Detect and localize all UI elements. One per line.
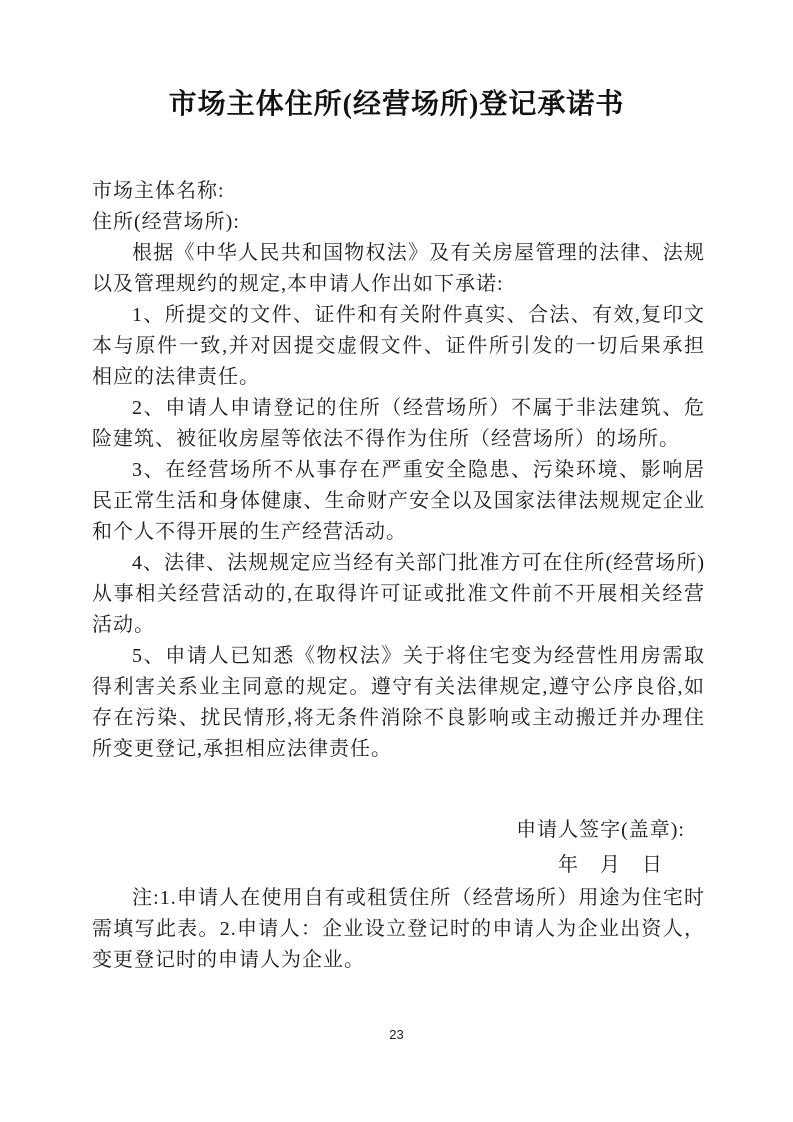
date-line: 年 月 日 [558, 854, 663, 876]
commitment-item-2: 2、申请人申请登记的住所（经营场所）不属于非法建筑、危险建筑、被征收房屋等依法不得作为住所（经营场所）的场所。 [92, 397, 705, 450]
intro-paragraph: 根据《中华人民共和国物权法》及有关房屋管理的法律、法规以及管理规约的规定,本申请人作出如下承诺: [92, 242, 705, 295]
page-number: 23 [389, 1027, 404, 1042]
commitment-item-1: 1、所提交的文件、证件和有关附件真实、合法、有效,复印文本与原件一致,并对因提交虚假文件、证件所引发的一切后果承担相应的法律责任。 [92, 304, 705, 388]
note-paragraph: 注:1.申请人在使用自有或租赁住所（经营场所）用途为住宅时需填写此表。2.申请人：企业设立登记时的申请人为企业出资人，变更登记时的申请人为企业。 [92, 887, 705, 971]
commitment-item-3: 3、在经营场所不从事存在严重安全隐患、污染环境、影响居民正常生活和身体健康、生命财产安全以及国家法律法规规定企业和个人不得开展的生产经营活动。 [92, 459, 705, 543]
commitment-item-5: 5、申请人已知悉《物权法》关于将住宅变为经营性用房需取得利害关系业主同意的规定。遵守有关法律规定,遵守公序良俗,如存在污染、扰民情形,将无条件消除不良影响或主动搬迁并办理住所变更登记,承担相应法律责任。 [92, 645, 705, 760]
field-address-label: 住所(经营场所): [92, 211, 240, 233]
signature-label: 申请人签字(盖章): [516, 819, 685, 841]
field-entity-name-label: 市场主体名称: [92, 180, 225, 202]
document-body [92, 176, 705, 976]
commitment-item-4: 4、法律、法规规定应当经有关部门批准方可在住所(经营场所)从事相关经营活动的,在取得许可证或批准文件前不开展相关经营活动。 [92, 552, 705, 636]
document-title: 市场主体住所(经营场所)登记承诺书 [168, 89, 625, 120]
signature-block [92, 813, 705, 883]
